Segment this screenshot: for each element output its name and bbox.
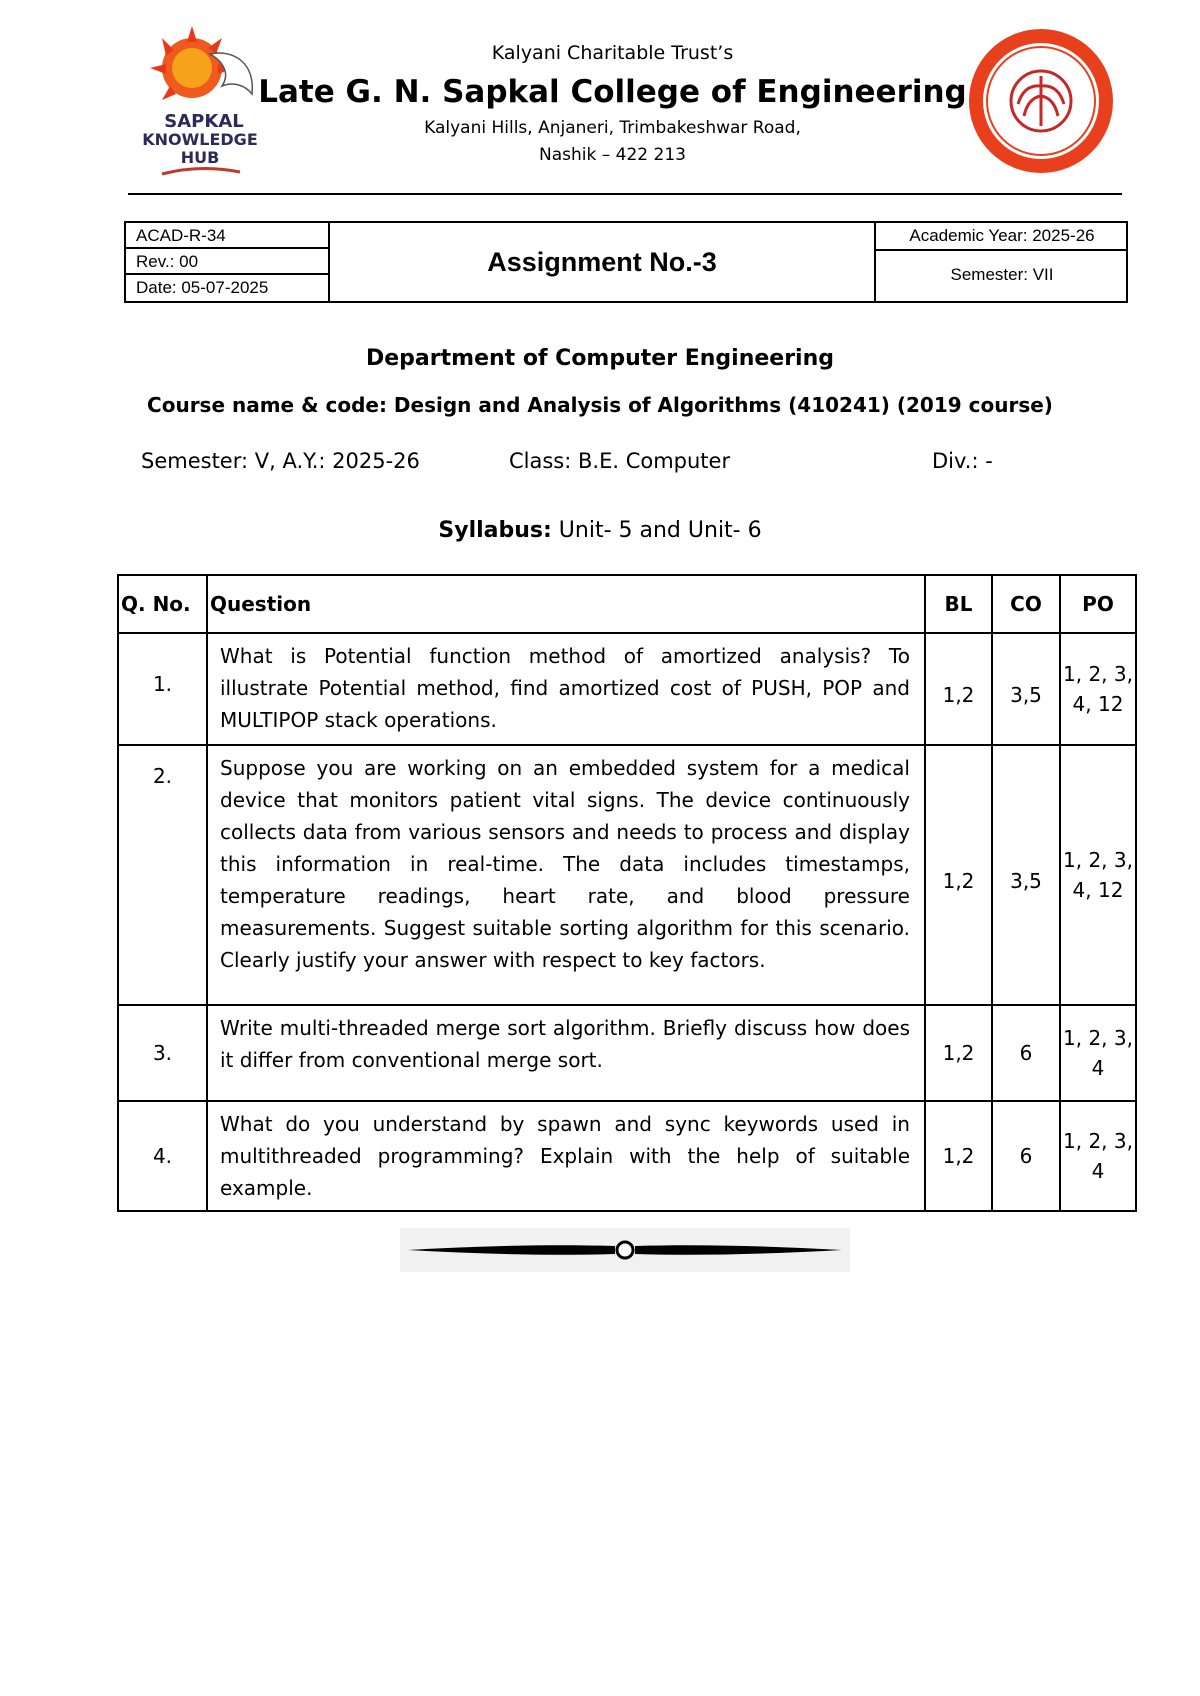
question-text: What is Potential function method of amortized analysis? To illustrate Potential method, find amortized cost of PUSH, POP and MULTIPOP stack operations.	[207, 633, 925, 745]
question-text: Write multi-threaded merge sort algorithm. Briefly discuss how does it differ from conventional merge sort.	[207, 1005, 925, 1101]
co-value: 3,5	[992, 745, 1060, 1005]
po-line-1: 1, 2, 3,	[1063, 662, 1133, 686]
bl-value: 1,2	[925, 633, 992, 745]
doc-code-cell	[126, 223, 330, 249]
question-text: Suppose you are working on an embedded system for a medical device that monitors patient vital signs. The device continuously collects data from various sensors and needs to process and display this information in real-time. The data includes timestamps, temperature readings, heart rate, and blood pressure measurements. Suggest suitable sorting algorithm for this scenario. Clearly justify your answer with respect to key factors.	[207, 745, 925, 1005]
header-co: CO	[992, 575, 1060, 633]
academic-year-cell	[876, 223, 1128, 251]
co-value: 6	[992, 1101, 1060, 1211]
po-line-1: 1, 2, 3,	[1063, 1129, 1133, 1153]
header-qno: Q. No.	[118, 575, 207, 633]
header-divider	[128, 193, 1122, 195]
bl-value: 1,2	[925, 1101, 992, 1211]
questions-table	[117, 574, 1137, 1212]
semester-cell	[876, 251, 1128, 303]
department-title: Department of Computer Engineering	[366, 346, 834, 371]
doc-date: Date: 05-07-2025	[136, 278, 269, 297]
assignment-title: Assignment No.-3	[487, 247, 717, 277]
po-value	[1060, 745, 1136, 1005]
revision-cell	[126, 249, 330, 275]
course-title: Course name & code: Design and Analysis of Algorithms (410241) (2019 course)	[147, 393, 1053, 417]
address-line-1: Kalyani Hills, Anjaneri, Trimbakeshwar Road,	[424, 118, 801, 138]
question-text: What do you understand by spawn and sync keywords used in multithreaded programming? Explain with the help of suitable example.	[207, 1101, 925, 1211]
header-po: PO	[1060, 575, 1136, 633]
po-line-2: 4	[1091, 1056, 1105, 1080]
logo-text-knowledge: KNOWLEDGE	[142, 130, 258, 149]
bl-value: 1,2	[925, 1005, 992, 1101]
semester-ay: Semester: V, A.Y.: 2025-26	[141, 449, 420, 473]
po-value	[1060, 633, 1136, 745]
date-cell	[126, 275, 330, 303]
class-info: Class: B.E. Computer	[509, 449, 731, 473]
po-value	[1060, 1005, 1136, 1101]
college-seal-icon	[966, 26, 1116, 176]
division-info: Div.: -	[932, 449, 993, 473]
bl-value: 1,2	[925, 745, 992, 1005]
table-row	[118, 1101, 1136, 1211]
logo-text-sapkal: SAPKAL	[164, 111, 244, 132]
po-value	[1060, 1101, 1136, 1211]
page-end-ornament-icon	[400, 1228, 850, 1272]
table-row	[118, 745, 1136, 1005]
table-row	[118, 1005, 1136, 1101]
syllabus-value: Unit- 5 and Unit- 6	[551, 518, 762, 543]
doc-code: ACAD-R-34	[136, 226, 226, 245]
semester: Semester: VII	[950, 265, 1054, 284]
revision: Rev.: 00	[136, 252, 199, 271]
question-number: 4.	[118, 1101, 207, 1211]
assignment-title-cell	[330, 223, 876, 303]
syllabus-label: Syllabus:	[438, 518, 552, 543]
question-number: 1.	[118, 633, 207, 745]
co-value: 3,5	[992, 633, 1060, 745]
co-value: 6	[992, 1005, 1060, 1101]
address-line-2: Nashik – 422 213	[539, 145, 686, 165]
logo-text-hub: HUB	[180, 148, 220, 167]
document-info-box	[124, 221, 1128, 303]
question-number: 2.	[118, 745, 207, 1005]
trust-name: Kalyani Charitable Trust’s	[491, 42, 734, 64]
header-bl: BL	[925, 575, 992, 633]
po-line-2: 4, 12	[1072, 692, 1124, 716]
syllabus-line	[0, 518, 1200, 543]
academic-year: Academic Year: 2025-26	[909, 226, 1095, 245]
question-number: 3.	[118, 1005, 207, 1101]
table-header-row	[118, 575, 1136, 633]
college-name: Late G. N. Sapkal College of Engineering	[258, 74, 967, 110]
logo-swoosh	[162, 168, 240, 174]
po-line-2: 4	[1091, 1159, 1105, 1183]
po-line-2: 4, 12	[1072, 878, 1124, 902]
po-line-1: 1, 2, 3,	[1063, 848, 1133, 872]
sapkal-knowledge-hub-logo-icon	[140, 24, 268, 180]
header-question: Question	[207, 575, 925, 633]
table-row	[118, 633, 1136, 745]
po-line-1: 1, 2, 3,	[1063, 1026, 1133, 1050]
